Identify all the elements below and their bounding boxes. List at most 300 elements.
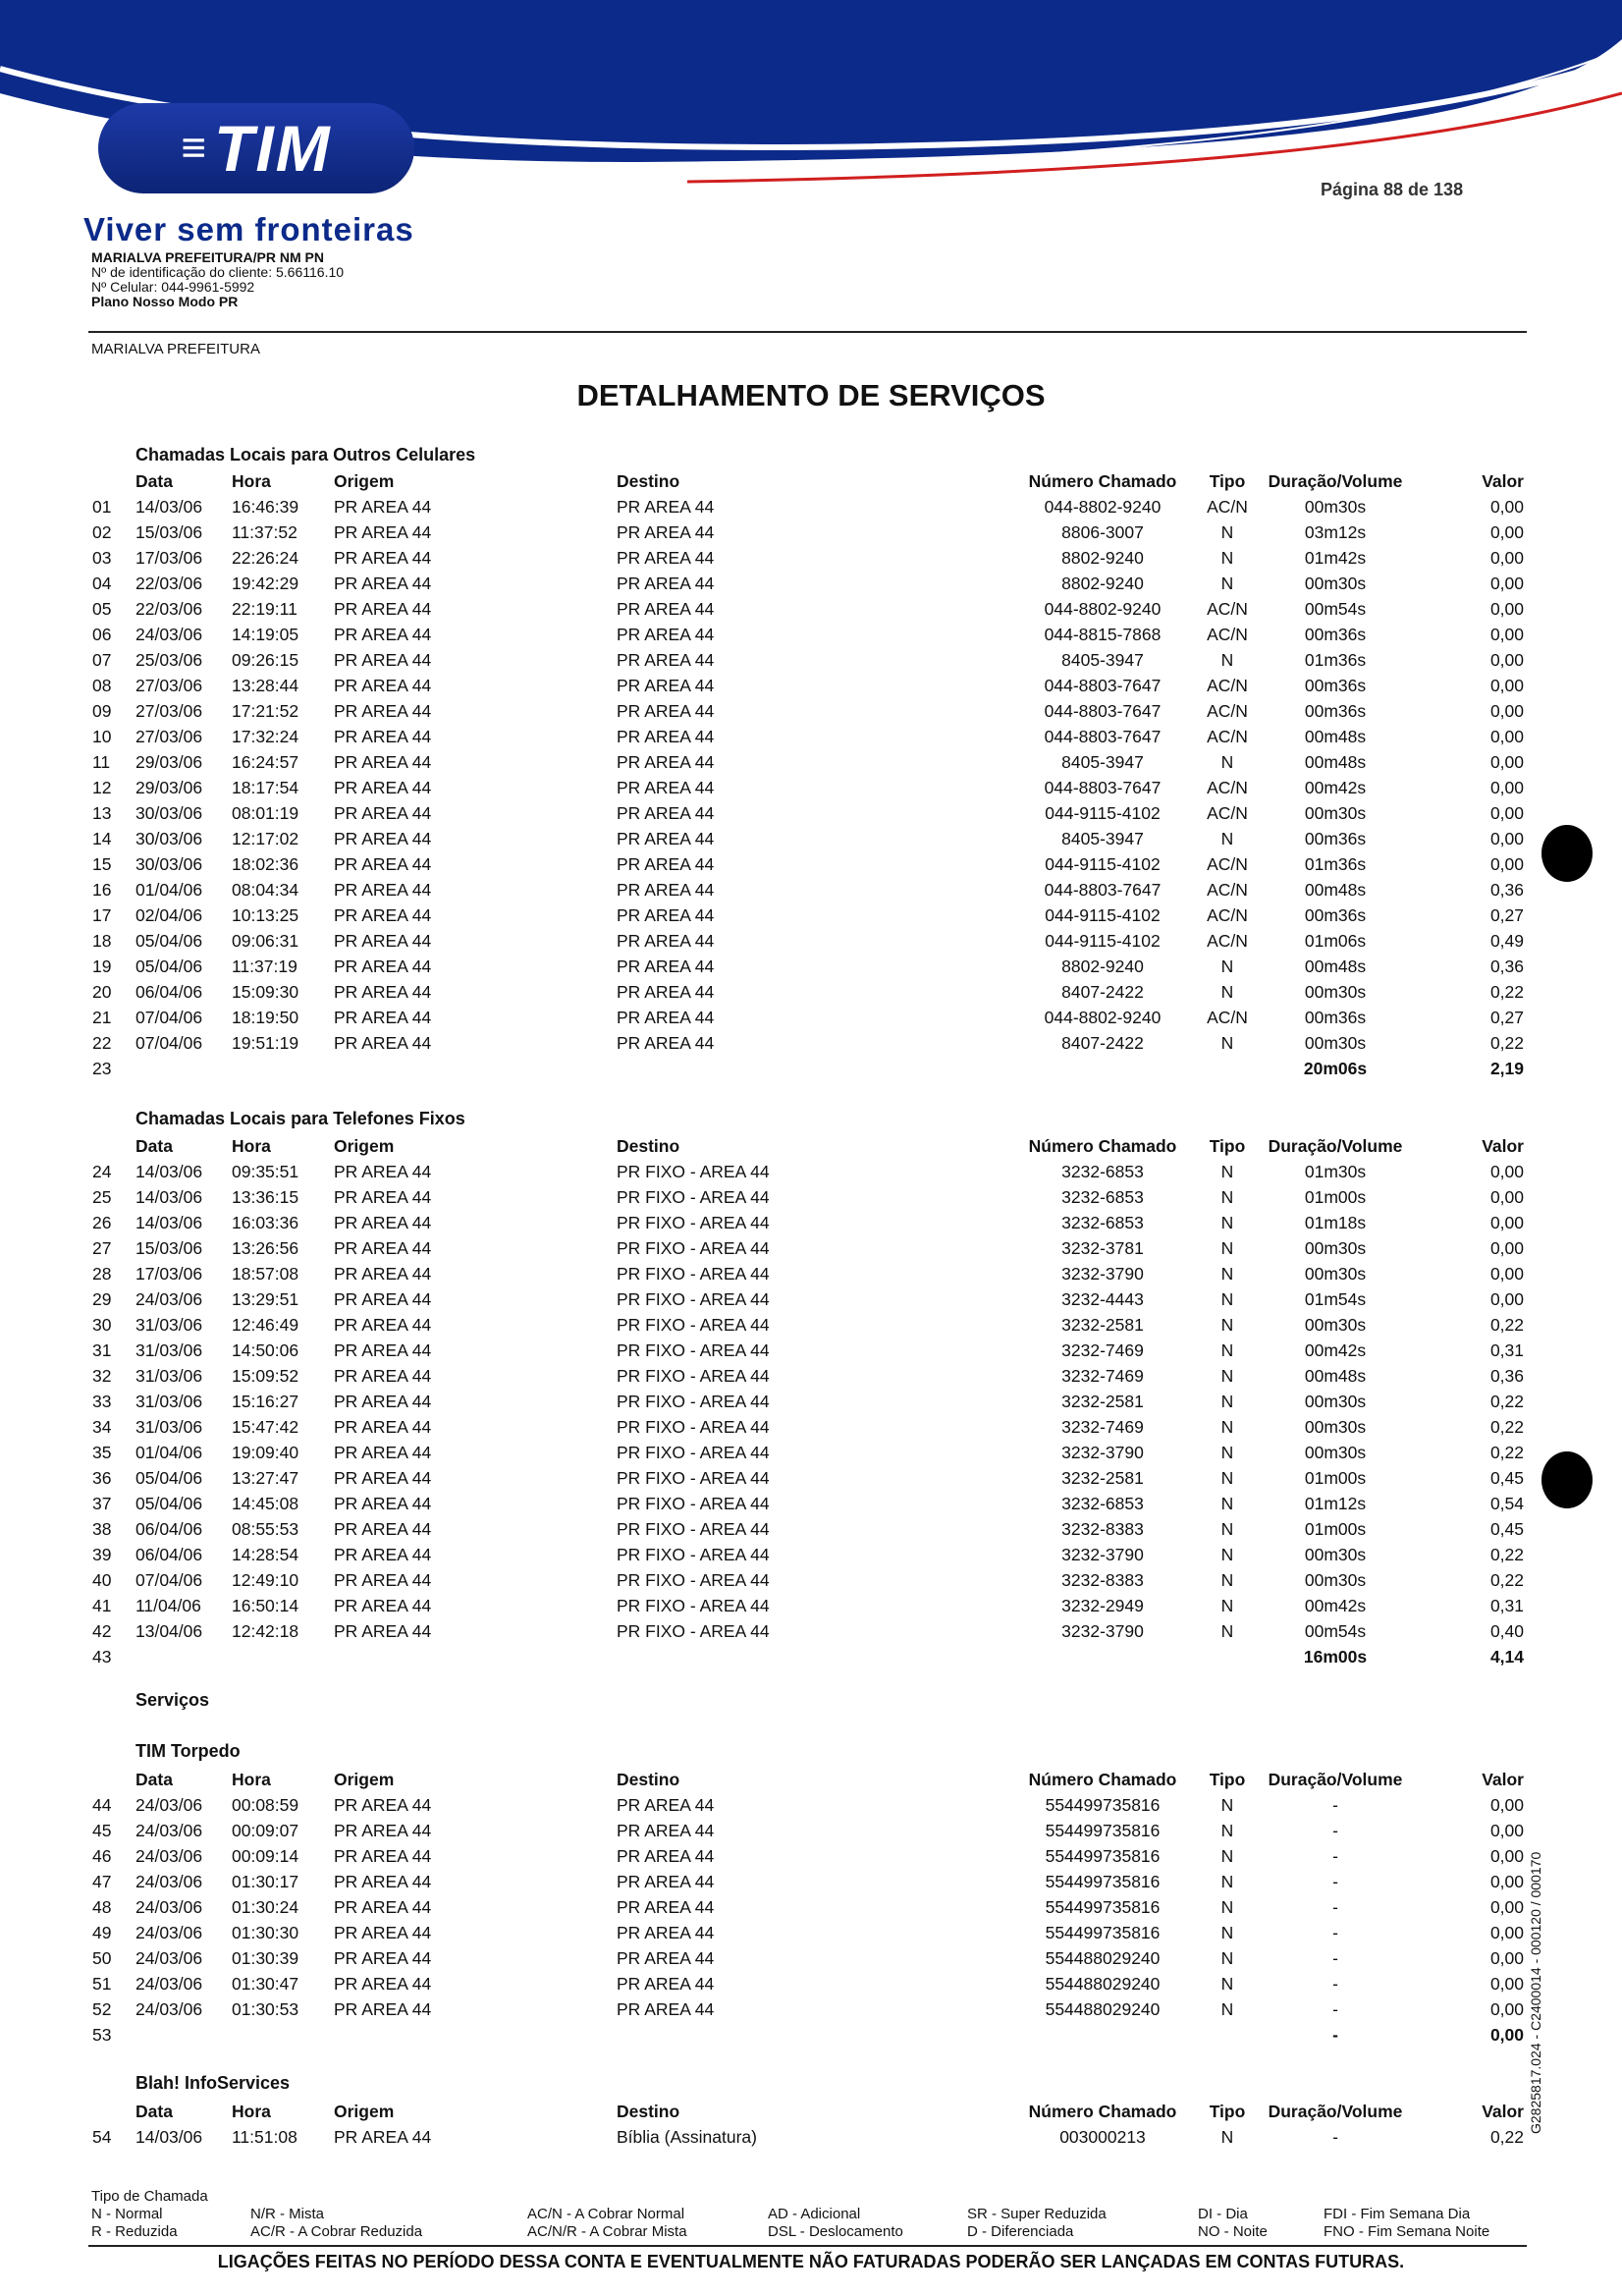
- cell: PR FIXO - AREA 44: [617, 1315, 770, 1335]
- cell: PR AREA 44: [334, 2127, 432, 2147]
- cell: PR AREA 44: [617, 803, 715, 823]
- cell: PR AREA 44: [617, 931, 715, 951]
- cell: 17: [92, 905, 112, 925]
- column-header-data: Data: [135, 2102, 173, 2121]
- cell: 46: [92, 1846, 112, 1866]
- table-row: [0, 1869, 1622, 1894]
- cell: 554488029240: [1045, 1948, 1161, 1968]
- cell: PR AREA 44: [617, 599, 715, 619]
- cell: AC/N: [1207, 727, 1248, 746]
- cell: 49: [92, 1923, 112, 1942]
- cell: 554499735816: [1045, 1872, 1161, 1891]
- table-row: [0, 1261, 1622, 1286]
- cell: AC/N: [1207, 701, 1248, 721]
- cell: 00m36s: [1304, 829, 1367, 848]
- cell: 003000213: [1059, 2127, 1146, 2147]
- table-row: [0, 800, 1622, 826]
- cell: 01m06s: [1304, 931, 1367, 951]
- cell: 0,00: [1489, 803, 1524, 823]
- cell: 14:45:08: [232, 1494, 299, 1513]
- cell: 044-8802-9240: [1044, 599, 1162, 619]
- cell: PR AREA 44: [334, 1545, 432, 1564]
- cell: 0,31: [1489, 1340, 1524, 1360]
- table-row: [0, 1389, 1622, 1414]
- cell: 0,00: [1489, 752, 1524, 772]
- cell: PR AREA 44: [617, 727, 715, 746]
- cell: 36: [92, 1468, 112, 1488]
- cell: 044-9115-4102: [1045, 905, 1161, 925]
- cell: 0,00: [1489, 1821, 1524, 1840]
- cell: AC/N: [1207, 931, 1248, 951]
- cell: 15:09:52: [232, 1366, 299, 1386]
- column-header-hora: Hora: [232, 1770, 271, 1789]
- cell: PR AREA 44: [334, 1519, 432, 1539]
- cell: N: [1220, 574, 1234, 593]
- cell: PR AREA 44: [617, 701, 715, 721]
- table-row: [0, 1542, 1622, 1567]
- cell: 17/03/06: [135, 548, 203, 568]
- cell: 00m30s: [1304, 1417, 1367, 1437]
- cell: 08:01:19: [232, 803, 299, 823]
- table-header: [0, 1133, 1622, 1159]
- cell: PR AREA 44: [334, 1999, 432, 2019]
- cell: 01/04/06: [135, 1443, 203, 1462]
- column-header-numero: Número Chamado: [1028, 1770, 1177, 1789]
- cell: 24: [92, 1162, 112, 1181]
- column-header-duracao: Duração/Volume: [1268, 2102, 1403, 2121]
- cell: PR AREA 44: [617, 676, 715, 695]
- cell: 24/03/06: [135, 1897, 203, 1917]
- cell: 0,36: [1489, 957, 1524, 976]
- cell: PR AREA 44: [334, 829, 432, 848]
- cell: PR AREA 44: [617, 1897, 715, 1917]
- total-value: 2,19: [1489, 1059, 1524, 1078]
- cell: PR AREA 44: [617, 522, 715, 542]
- cell: 00m36s: [1304, 625, 1367, 644]
- cell: 8405-3947: [1061, 650, 1144, 670]
- cell: 31/03/06: [135, 1340, 203, 1360]
- cell: PR FIXO - AREA 44: [617, 1468, 770, 1488]
- cell: 00m42s: [1304, 1340, 1367, 1360]
- cell: 31/03/06: [135, 1366, 203, 1386]
- cell: 00m54s: [1304, 599, 1367, 619]
- cell: 00:08:59: [232, 1795, 299, 1815]
- cell: 0,00: [1489, 1923, 1524, 1942]
- cell: 00m36s: [1304, 701, 1367, 721]
- cell: 18:19:50: [232, 1008, 299, 1027]
- column-header-numero: Número Chamado: [1028, 1136, 1177, 1156]
- cell: 0,40: [1489, 1621, 1524, 1641]
- cell: PR AREA 44: [334, 650, 432, 670]
- cell: 25/03/06: [135, 650, 203, 670]
- cell: 24/03/06: [135, 1846, 203, 1866]
- cell: 0,00: [1489, 676, 1524, 695]
- table-row: [0, 979, 1622, 1005]
- cell: 044-9115-4102: [1045, 931, 1161, 951]
- cell: N: [1220, 1162, 1234, 1181]
- cell: 47: [92, 1872, 112, 1891]
- cell: PR AREA 44: [617, 982, 715, 1002]
- cell: 12:49:10: [232, 1570, 299, 1590]
- cell: 01:30:24: [232, 1897, 299, 1917]
- cell: PR AREA 44: [617, 1872, 715, 1891]
- cell: 3232-2581: [1061, 1315, 1144, 1335]
- cell: AC/N: [1207, 880, 1248, 900]
- cell: N: [1220, 1923, 1234, 1942]
- table-row: [0, 928, 1622, 954]
- cell: 02: [92, 522, 112, 542]
- cell: 044-8815-7868: [1044, 625, 1162, 644]
- cell: 0,00: [1489, 1846, 1524, 1866]
- cell: N: [1220, 1519, 1234, 1539]
- cell: N: [1220, 1443, 1234, 1462]
- cell: 3232-6853: [1061, 1494, 1144, 1513]
- punch-hole: [1541, 1451, 1593, 1508]
- cell: 01: [92, 497, 112, 517]
- cell: 00m30s: [1304, 1315, 1367, 1335]
- cell: 044-9115-4102: [1045, 854, 1161, 874]
- cell: -: [1332, 2127, 1338, 2147]
- cell: 14/03/06: [135, 2127, 203, 2147]
- cell: PR AREA 44: [617, 829, 715, 848]
- client-plan: Plano Nosso Modo PR: [91, 294, 239, 309]
- cell: 27/03/06: [135, 676, 203, 695]
- table-row: [0, 1184, 1622, 1210]
- cell: 00:09:07: [232, 1821, 299, 1840]
- cell: 00m48s: [1304, 727, 1367, 746]
- cell: 01m42s: [1304, 548, 1367, 568]
- cell: 01m54s: [1304, 1289, 1367, 1309]
- cell: PR FIXO - AREA 44: [617, 1238, 770, 1258]
- cell: PR AREA 44: [617, 778, 715, 797]
- table-row: [0, 954, 1622, 979]
- cell: AC/N: [1207, 778, 1248, 797]
- cell: 06/04/06: [135, 1545, 203, 1564]
- cell: 30/03/06: [135, 803, 203, 823]
- cell: PR AREA 44: [617, 752, 715, 772]
- cell: 12:46:49: [232, 1315, 299, 1335]
- cell: 22:26:24: [232, 548, 299, 568]
- cell: PR FIXO - AREA 44: [617, 1443, 770, 1462]
- cell: 45: [92, 1821, 112, 1840]
- cell: 14/03/06: [135, 497, 203, 517]
- cell: PR FIXO - AREA 44: [617, 1417, 770, 1437]
- cell: PR AREA 44: [334, 1213, 432, 1232]
- cell: 00m30s: [1304, 803, 1367, 823]
- cell: PR FIXO - AREA 44: [617, 1187, 770, 1207]
- cell: 07: [92, 650, 112, 670]
- punch-hole: [1541, 825, 1593, 882]
- cell: PR AREA 44: [334, 1795, 432, 1815]
- cell: AC/N: [1207, 625, 1248, 644]
- cell: N: [1220, 1238, 1234, 1258]
- cell: 8407-2422: [1061, 1033, 1144, 1053]
- cell: 09:26:15: [232, 650, 299, 670]
- cell: PR AREA 44: [334, 1366, 432, 1386]
- cell: 29/03/06: [135, 778, 203, 797]
- cell: 0,00: [1489, 522, 1524, 542]
- table-row: [0, 851, 1622, 877]
- cell: 0,22: [1489, 1417, 1524, 1437]
- cell: 00m42s: [1304, 1596, 1367, 1615]
- cell: 0,00: [1489, 574, 1524, 593]
- cell: AC/N: [1207, 599, 1248, 619]
- cell: 07/04/06: [135, 1033, 203, 1053]
- column-header-tipo: Tipo: [1209, 1770, 1246, 1789]
- cell: PR AREA 44: [617, 1974, 715, 1994]
- cell: PR AREA 44: [334, 1392, 432, 1411]
- cell: PR AREA 44: [334, 1417, 432, 1437]
- cell: -: [1332, 1999, 1338, 2019]
- cell: 11:37:52: [232, 522, 297, 542]
- legend-item: AD - Adicional: [768, 2206, 861, 2222]
- column-header-hora: Hora: [232, 471, 271, 491]
- cell: 22:19:11: [232, 599, 297, 619]
- legend-item: AC/N - A Cobrar Normal: [527, 2206, 685, 2222]
- cell: 044-8803-7647: [1044, 880, 1162, 900]
- cell: PR AREA 44: [334, 1468, 432, 1488]
- table-row: [0, 673, 1622, 698]
- cell: 15: [92, 854, 112, 874]
- cell: PR AREA 44: [617, 574, 715, 593]
- cell: 3232-7469: [1061, 1417, 1144, 1437]
- cell: 05/04/06: [135, 1494, 203, 1513]
- cell: 00m36s: [1304, 676, 1367, 695]
- cell: 554499735816: [1045, 1821, 1161, 1840]
- cell: 00m30s: [1304, 1443, 1367, 1462]
- column-header-destino: Destino: [617, 1136, 680, 1156]
- cell: AC/N: [1207, 1008, 1248, 1027]
- cell: 0,36: [1489, 880, 1524, 900]
- cell: PR AREA 44: [334, 1948, 432, 1968]
- cell: 26: [92, 1213, 112, 1232]
- total-row: [0, 1056, 1622, 1081]
- cell: 38: [92, 1519, 112, 1539]
- cell: PR FIXO - AREA 44: [617, 1545, 770, 1564]
- cell: 31: [92, 1340, 112, 1360]
- cell: PR FIXO - AREA 44: [617, 1519, 770, 1539]
- cell: PR AREA 44: [617, 497, 715, 517]
- cell: 10:13:25: [232, 905, 299, 925]
- cell: 044-9115-4102: [1045, 803, 1161, 823]
- slogan: Viver sem fronteiras: [83, 211, 414, 247]
- cell: 11/04/06: [135, 1596, 201, 1615]
- table-row: [0, 647, 1622, 673]
- cell: 00m36s: [1304, 1008, 1367, 1027]
- total-line-number: 43: [92, 1647, 112, 1667]
- cell: 00m30s: [1304, 1545, 1367, 1564]
- cell: N: [1220, 1897, 1234, 1917]
- cell: -: [1332, 1923, 1338, 1942]
- cell: 3232-8383: [1061, 1519, 1144, 1539]
- table-row: [0, 1414, 1622, 1440]
- table-row: [0, 596, 1622, 622]
- cell: PR AREA 44: [617, 905, 715, 925]
- cell: PR AREA 44: [334, 982, 432, 1002]
- column-header-numero: Número Chamado: [1028, 2102, 1177, 2121]
- document-code: G2825817.024 - C2400014 - 000120 / 000170: [1528, 1851, 1543, 2134]
- cell: 19: [92, 957, 112, 976]
- cell: 01:30:53: [232, 1999, 299, 2019]
- column-header-hora: Hora: [232, 2102, 271, 2121]
- cell: 16: [92, 880, 112, 900]
- cell: 01:30:17: [232, 1872, 299, 1891]
- cell: -: [1332, 1821, 1338, 1840]
- cell: -: [1332, 1872, 1338, 1891]
- cell: PR FIXO - AREA 44: [617, 1596, 770, 1615]
- legend-item: NO - Noite: [1198, 2223, 1268, 2240]
- cell: PR AREA 44: [334, 1872, 432, 1891]
- cell: N: [1220, 1289, 1234, 1309]
- cell: 05/04/06: [135, 931, 203, 951]
- table-row: [0, 1286, 1622, 1312]
- cell: PR AREA 44: [334, 1289, 432, 1309]
- cell: PR AREA 44: [334, 1596, 432, 1615]
- legend-item: AC/N/R - A Cobrar Mista: [527, 2223, 687, 2240]
- cell: 01:30:39: [232, 1948, 299, 1968]
- legend-item: D - Diferenciada: [967, 2223, 1074, 2240]
- cell: 24/03/06: [135, 1999, 203, 2019]
- cell: 05/04/06: [135, 957, 203, 976]
- legend-item: DSL - Deslocamento: [768, 2223, 903, 2240]
- table-row: [0, 1210, 1622, 1235]
- cell: PR AREA 44: [334, 1443, 432, 1462]
- cell: PR AREA 44: [334, 1264, 432, 1284]
- cell: 39: [92, 1545, 112, 1564]
- cell: N: [1220, 1494, 1234, 1513]
- cell: AC/N: [1207, 854, 1248, 874]
- cell: 8802-9240: [1061, 957, 1144, 976]
- cell: 3232-4443: [1061, 1289, 1144, 1309]
- cell: PR AREA 44: [334, 778, 432, 797]
- total-value: 0,00: [1489, 2025, 1524, 2045]
- cell: -: [1332, 1948, 1338, 1968]
- total-row: [0, 2022, 1622, 2048]
- cell: N: [1220, 1948, 1234, 1968]
- cell: 44: [92, 1795, 112, 1815]
- cell: 8405-3947: [1061, 829, 1144, 848]
- table-row: [0, 571, 1622, 596]
- column-header-data: Data: [135, 471, 173, 491]
- cell: 01m36s: [1304, 650, 1367, 670]
- total-value: 4,14: [1489, 1647, 1524, 1667]
- table-row: [0, 545, 1622, 571]
- cell: 00m48s: [1304, 1366, 1367, 1386]
- legend-title: Tipo de Chamada: [91, 2188, 208, 2205]
- cell: PR FIXO - AREA 44: [617, 1213, 770, 1232]
- cell: N: [1220, 1340, 1234, 1360]
- cell: PR FIXO - AREA 44: [617, 1366, 770, 1386]
- page-number: Página 88 de 138: [1321, 180, 1464, 199]
- cell: 15:16:27: [232, 1392, 299, 1411]
- cell: 01/04/06: [135, 880, 203, 900]
- column-header-destino: Destino: [617, 471, 680, 491]
- table-row: [0, 1235, 1622, 1261]
- cell: 04: [92, 574, 112, 593]
- cell: PR AREA 44: [617, 1033, 715, 1053]
- cell: 0,45: [1489, 1468, 1524, 1488]
- cell: 50: [92, 1948, 112, 1968]
- cell: 0,22: [1489, 982, 1524, 1002]
- cell: 16:50:14: [232, 1596, 299, 1615]
- cell: 3232-7469: [1061, 1366, 1144, 1386]
- cell: 00m48s: [1304, 957, 1367, 976]
- cell: 0,22: [1489, 1033, 1524, 1053]
- cell: 0,00: [1489, 1162, 1524, 1181]
- cell: N: [1220, 1545, 1234, 1564]
- cell: 0,00: [1489, 1187, 1524, 1207]
- cell: 17:21:52: [232, 701, 299, 721]
- cell: 554499735816: [1045, 1897, 1161, 1917]
- cell: 24/03/06: [135, 1974, 203, 1994]
- cell: 27/03/06: [135, 701, 203, 721]
- cell: 27/03/06: [135, 727, 203, 746]
- cell: N: [1220, 1872, 1234, 1891]
- cell: 01m36s: [1304, 854, 1367, 874]
- cell: PR AREA 44: [334, 752, 432, 772]
- cell: 31/03/06: [135, 1392, 203, 1411]
- cell: 01:30:30: [232, 1923, 299, 1942]
- cell: 33: [92, 1392, 112, 1411]
- cell: 0,22: [1489, 2127, 1524, 2147]
- cell: N: [1220, 1187, 1234, 1207]
- cell: 554488029240: [1045, 1974, 1161, 1994]
- cell: 18:57:08: [232, 1264, 299, 1284]
- section-title: TIM Torpedo: [135, 1741, 241, 1761]
- table-row: [0, 698, 1622, 724]
- cell: 28: [92, 1264, 112, 1284]
- tim-logo: [98, 103, 414, 193]
- cell: PR FIXO - AREA 44: [617, 1392, 770, 1411]
- cell: 00m30s: [1304, 1238, 1367, 1258]
- cell: 01m00s: [1304, 1519, 1367, 1539]
- cell: 40: [92, 1570, 112, 1590]
- cell: PR FIXO - AREA 44: [617, 1621, 770, 1641]
- cell: 24/03/06: [135, 1923, 203, 1942]
- column-header-origem: Origem: [334, 1136, 395, 1156]
- cell: 37: [92, 1494, 112, 1513]
- cell: 0,22: [1489, 1443, 1524, 1462]
- table-row: [0, 826, 1622, 851]
- cell: 22: [92, 1033, 112, 1053]
- cell: PR AREA 44: [334, 1974, 432, 1994]
- services-title: Serviços: [135, 1690, 210, 1710]
- cell: PR AREA 44: [334, 522, 432, 542]
- column-header-tipo: Tipo: [1209, 471, 1246, 491]
- cell: N: [1220, 548, 1234, 568]
- cell: 14:50:06: [232, 1340, 299, 1360]
- legend-item: FDI - Fim Semana Dia: [1324, 2206, 1471, 2222]
- cell: N: [1220, 1974, 1234, 1994]
- cell: 54: [92, 2127, 112, 2147]
- cell: 01m30s: [1304, 1162, 1367, 1181]
- cell: 0,00: [1489, 1948, 1524, 1968]
- cell: 30/03/06: [135, 829, 203, 848]
- cell: PR AREA 44: [334, 1897, 432, 1917]
- cell: 30/03/06: [135, 854, 203, 874]
- cell: 19:09:40: [232, 1443, 299, 1462]
- column-header-origem: Origem: [334, 471, 395, 491]
- cell: 00m30s: [1304, 1570, 1367, 1590]
- table-row: [0, 1567, 1622, 1593]
- cell: 3232-3790: [1061, 1545, 1144, 1564]
- table-row: [0, 1440, 1622, 1465]
- cell: PR AREA 44: [334, 1187, 432, 1207]
- cell: PR FIXO - AREA 44: [617, 1264, 770, 1284]
- cell: 12:17:02: [232, 829, 299, 848]
- cell: 03: [92, 548, 112, 568]
- cell: 0,00: [1489, 1999, 1524, 2019]
